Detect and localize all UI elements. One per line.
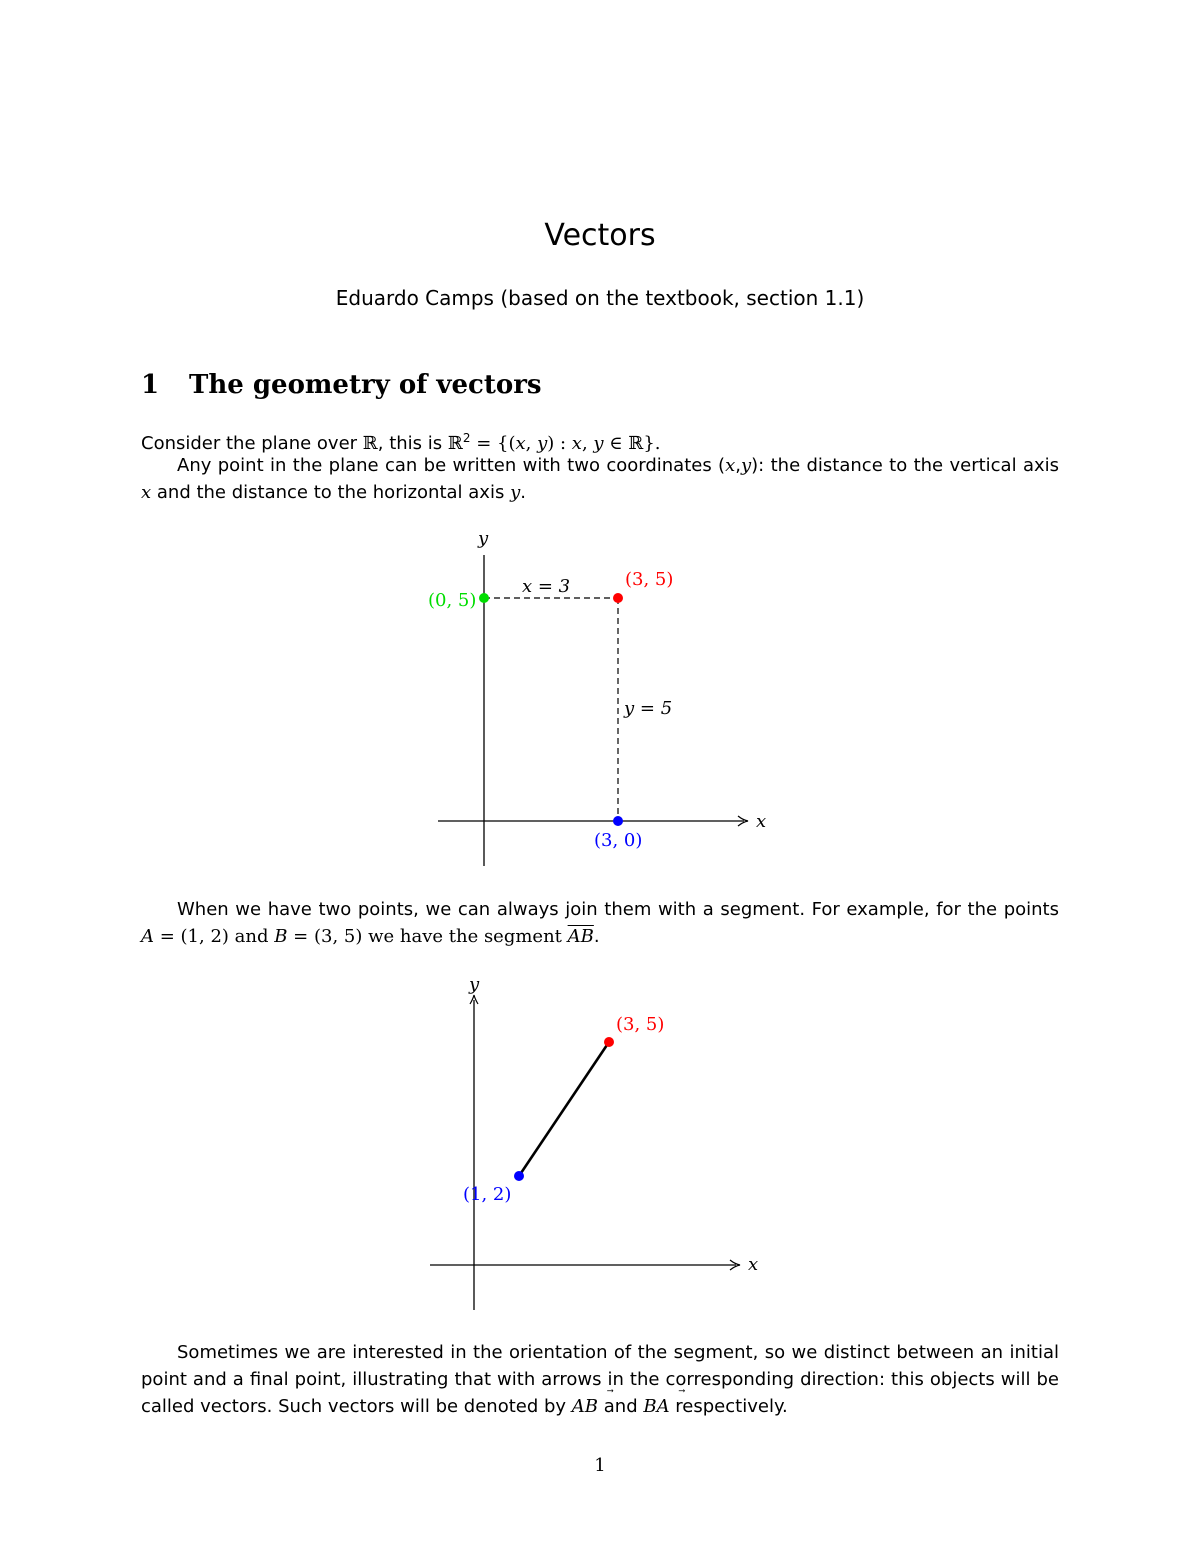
paragraph-plane-definition: Consider the plane over ℝ, this is ℝ$^2$ = {(x, y) : x, y ∈ ℝ}. [141,431,661,454]
document-title: Vectors [544,218,656,253]
label-point-blue: (3, 0) [594,830,643,851]
label-point-red: (3, 5) [625,569,674,590]
y-axis-label: y [478,530,489,549]
paragraph-vectors: Sometimes we are interested in the orientation of the segment, so we distinct between an initial point and a final point, illustrating that with arrows in the corresponding direction: this objects will be called vectors. Such vectors will be denoted by AB and BA respectively. [141,1342,1059,1417]
y-axis-label: y [469,974,480,995]
label-x-equals: x = 3 [522,576,571,597]
label-point-blue: (1, 2) [463,1184,512,1205]
point-red [604,1037,614,1047]
point-blue [514,1171,524,1181]
section-title: The geometry of vectors [189,370,542,400]
point-green [479,593,489,603]
point-red [613,593,623,603]
label-point-green: (0, 5) [428,590,477,611]
paragraph-coordinates: Any point in the plane can be written with two coordinates (x,y): the distance to the vertical axis x and the distance to the horizontal axis y. [141,455,1060,503]
x-axis-label: x [756,811,767,832]
section-heading [141,370,542,400]
author-line: Eduardo Camps (based on the textbook, section 1.1) [335,286,865,310]
vector-ab: AB [571,1396,599,1417]
label-y-equals: y = 5 [624,698,673,719]
vector-ba: BA [643,1396,670,1417]
page-number: 1 [594,1455,606,1476]
figure-coordinates [0,530,1200,870]
point-blue [613,816,623,826]
x-axis-label: x [748,1254,759,1275]
segment-ab [519,1042,609,1176]
figure-segment [0,965,1200,1315]
paragraph-segment: When we have two points, we can always join them with a segment. For example, for the points A = (1, 2) and B = (3, 5) we have the segment $\overline{AB}$. [141,899,1059,947]
label-point-red: (3, 5) [616,1014,665,1035]
section-number: 1 [141,370,160,400]
